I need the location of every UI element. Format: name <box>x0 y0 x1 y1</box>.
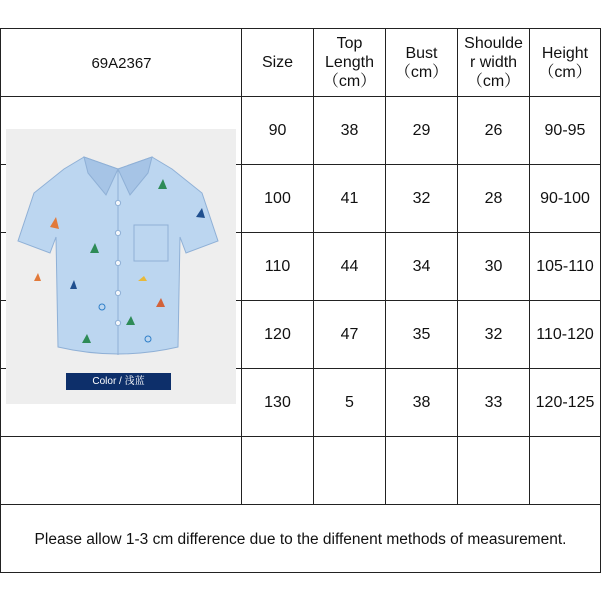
cell-bust: 38 <box>412 393 431 411</box>
cell-height: 120-125 <box>535 393 595 411</box>
header-size: Size <box>261 54 294 71</box>
product-code: 69A2367 <box>91 54 152 72</box>
cell-shoulder-width: 33 <box>484 393 503 411</box>
cell-size: 90 <box>268 121 287 139</box>
cell-shoulder-width: 30 <box>484 257 503 275</box>
cell-top-length: 47 <box>340 325 359 343</box>
product-photo <box>6 129 236 404</box>
header-shoulder-width <box>458 29 529 96</box>
header-top-length <box>314 29 385 96</box>
cell-size: 100 <box>264 189 291 207</box>
header-line: Length <box>325 54 374 71</box>
cell-bust: 29 <box>412 121 431 139</box>
header-line: Shoulde <box>464 35 523 52</box>
cell-top-length: 41 <box>340 189 359 207</box>
cell-height: 105-110 <box>536 257 594 275</box>
header-bust <box>386 29 457 96</box>
cell-top-length: 5 <box>345 393 354 411</box>
cell-shoulder-width: 26 <box>484 121 503 139</box>
cell-bust: 35 <box>412 325 431 343</box>
header-height <box>530 29 600 96</box>
header-unit: （cm） <box>322 73 377 90</box>
cell-size: 110 <box>264 257 291 275</box>
header-line: Height <box>541 44 589 62</box>
cell-height: 110-120 <box>536 325 594 343</box>
size-chart <box>0 28 601 573</box>
measurement-note: Please allow 1-3 cm difference due to the diffenent methods of measurement. <box>34 531 567 548</box>
cell-shoulder-width: 32 <box>484 325 503 343</box>
cell-bust: 34 <box>412 257 431 275</box>
cell-bust: 32 <box>412 189 431 207</box>
shirt-shape <box>18 157 218 355</box>
cell-height: 90-95 <box>544 121 586 139</box>
cell-height: 90-100 <box>540 189 590 207</box>
color-badge: Color / 浅蓝 <box>66 373 171 390</box>
header-unit: （cm） <box>466 73 521 90</box>
cell-top-length: 38 <box>340 121 359 139</box>
cell-shoulder-width: 28 <box>484 189 503 207</box>
grid-line <box>1 504 600 505</box>
header-line: r width <box>469 54 518 71</box>
header-unit: （cm） <box>538 63 592 81</box>
header-line: Bust <box>405 44 438 62</box>
header-unit: （cm） <box>394 63 449 81</box>
grid-line <box>1 436 600 437</box>
cell-size: 120 <box>264 325 291 343</box>
cell-size: 130 <box>264 393 291 411</box>
shirt-illustration <box>6 129 236 404</box>
cell-top-length: 44 <box>340 257 359 275</box>
header-line: Top <box>336 35 363 52</box>
